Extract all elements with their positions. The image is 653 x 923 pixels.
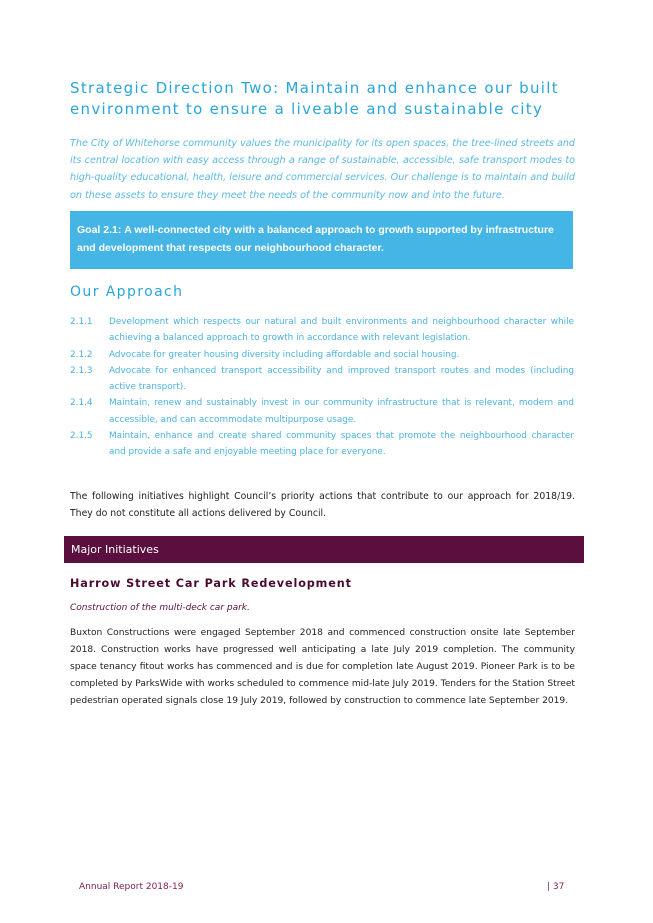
approach-item: [70, 395, 574, 428]
approach-item-text: Advocate for enhanced transport accessibility and improved transport routes and modes (including active transport).: [109, 365, 574, 393]
footer-report-title: Annual Report 2018-19: [79, 882, 184, 892]
approach-item: [70, 347, 574, 363]
initiatives-intro: The following initiatives highlight Council’s priority actions that contribute to our approach for 2018/19. They do not constitute all actions delivered by Council.: [70, 491, 575, 519]
project-subtitle: Construction of the multi-deck car park.: [70, 603, 250, 613]
intro-paragraph: The City of Whitehorse community values the municipality for its open spaces, the tree-lined streets and its central location with easy access through a range of sustainable, accessible, safe transport modes to high-quality educational, health, leisure and commercial services. Our challenge is to maintain and build on these assets to ensure they meet the needs of the community now and into the future.: [70, 138, 575, 201]
approach-item-number: 2.1.3: [70, 365, 93, 376]
goal-box: [70, 211, 573, 269]
project-body: Buxton Constructions were engaged September 2018 and commenced construction onsite late September 2018. Construction works have progressed well anticipating a late July 2019 completion. The community space tenancy fitout works has commenced and is due for completion late August 2019. Pioneer Park is to be completed by ParksWide with works scheduled to commence mid-late July 2019. Tenders for the Station Street pedestrian operated signals close 19 July 2019, followed by construction to commence late September 2019.: [70, 628, 575, 706]
approach-item-number: 2.1.2: [70, 349, 93, 360]
approach-item: [70, 314, 574, 347]
approach-item-text: Maintain, renew and sustainably invest in our community infrastructure that is relevant, modern and accessible, and can accommodate multipurpose usage.: [109, 398, 574, 425]
approach-heading: Our Approach: [70, 284, 184, 300]
major-initiatives-bar: Major Initiatives: [64, 536, 584, 563]
approach-item-number: 2.1.5: [70, 431, 93, 442]
approach-item-text: Development which respects our natural and built environments and neighbourhood character while achieving a balanced approach to growth in accordance with relevant legislation.: [109, 317, 574, 344]
approach-list: [70, 314, 574, 461]
footer-page-number: | 37: [547, 882, 565, 892]
project-title: Harrow Street Car Park Redevelopment: [70, 577, 352, 590]
approach-item: [70, 363, 574, 396]
section-title: Strategic Direction Two: Maintain and enhance our built environment to ensure a liveable and sustainable city: [70, 79, 559, 118]
approach-item-text: Advocate for greater housing diversity including affordable and social housing.: [109, 349, 460, 360]
goal-text: A well-connected city with a balanced approach to growth supported by infrastructure and development that respects our neighbourhood character.: [77, 224, 554, 254]
approach-item-number: 2.1.1: [70, 317, 93, 327]
goal-label: Goal 2.1:: [77, 224, 122, 236]
approach-item-text: Maintain, enhance and create shared community spaces that promote the neighbourhood character and provide a safe and enjoyable meeting place for everyone.: [109, 431, 574, 458]
approach-item-number: 2.1.4: [70, 398, 93, 409]
approach-item: [70, 428, 574, 461]
